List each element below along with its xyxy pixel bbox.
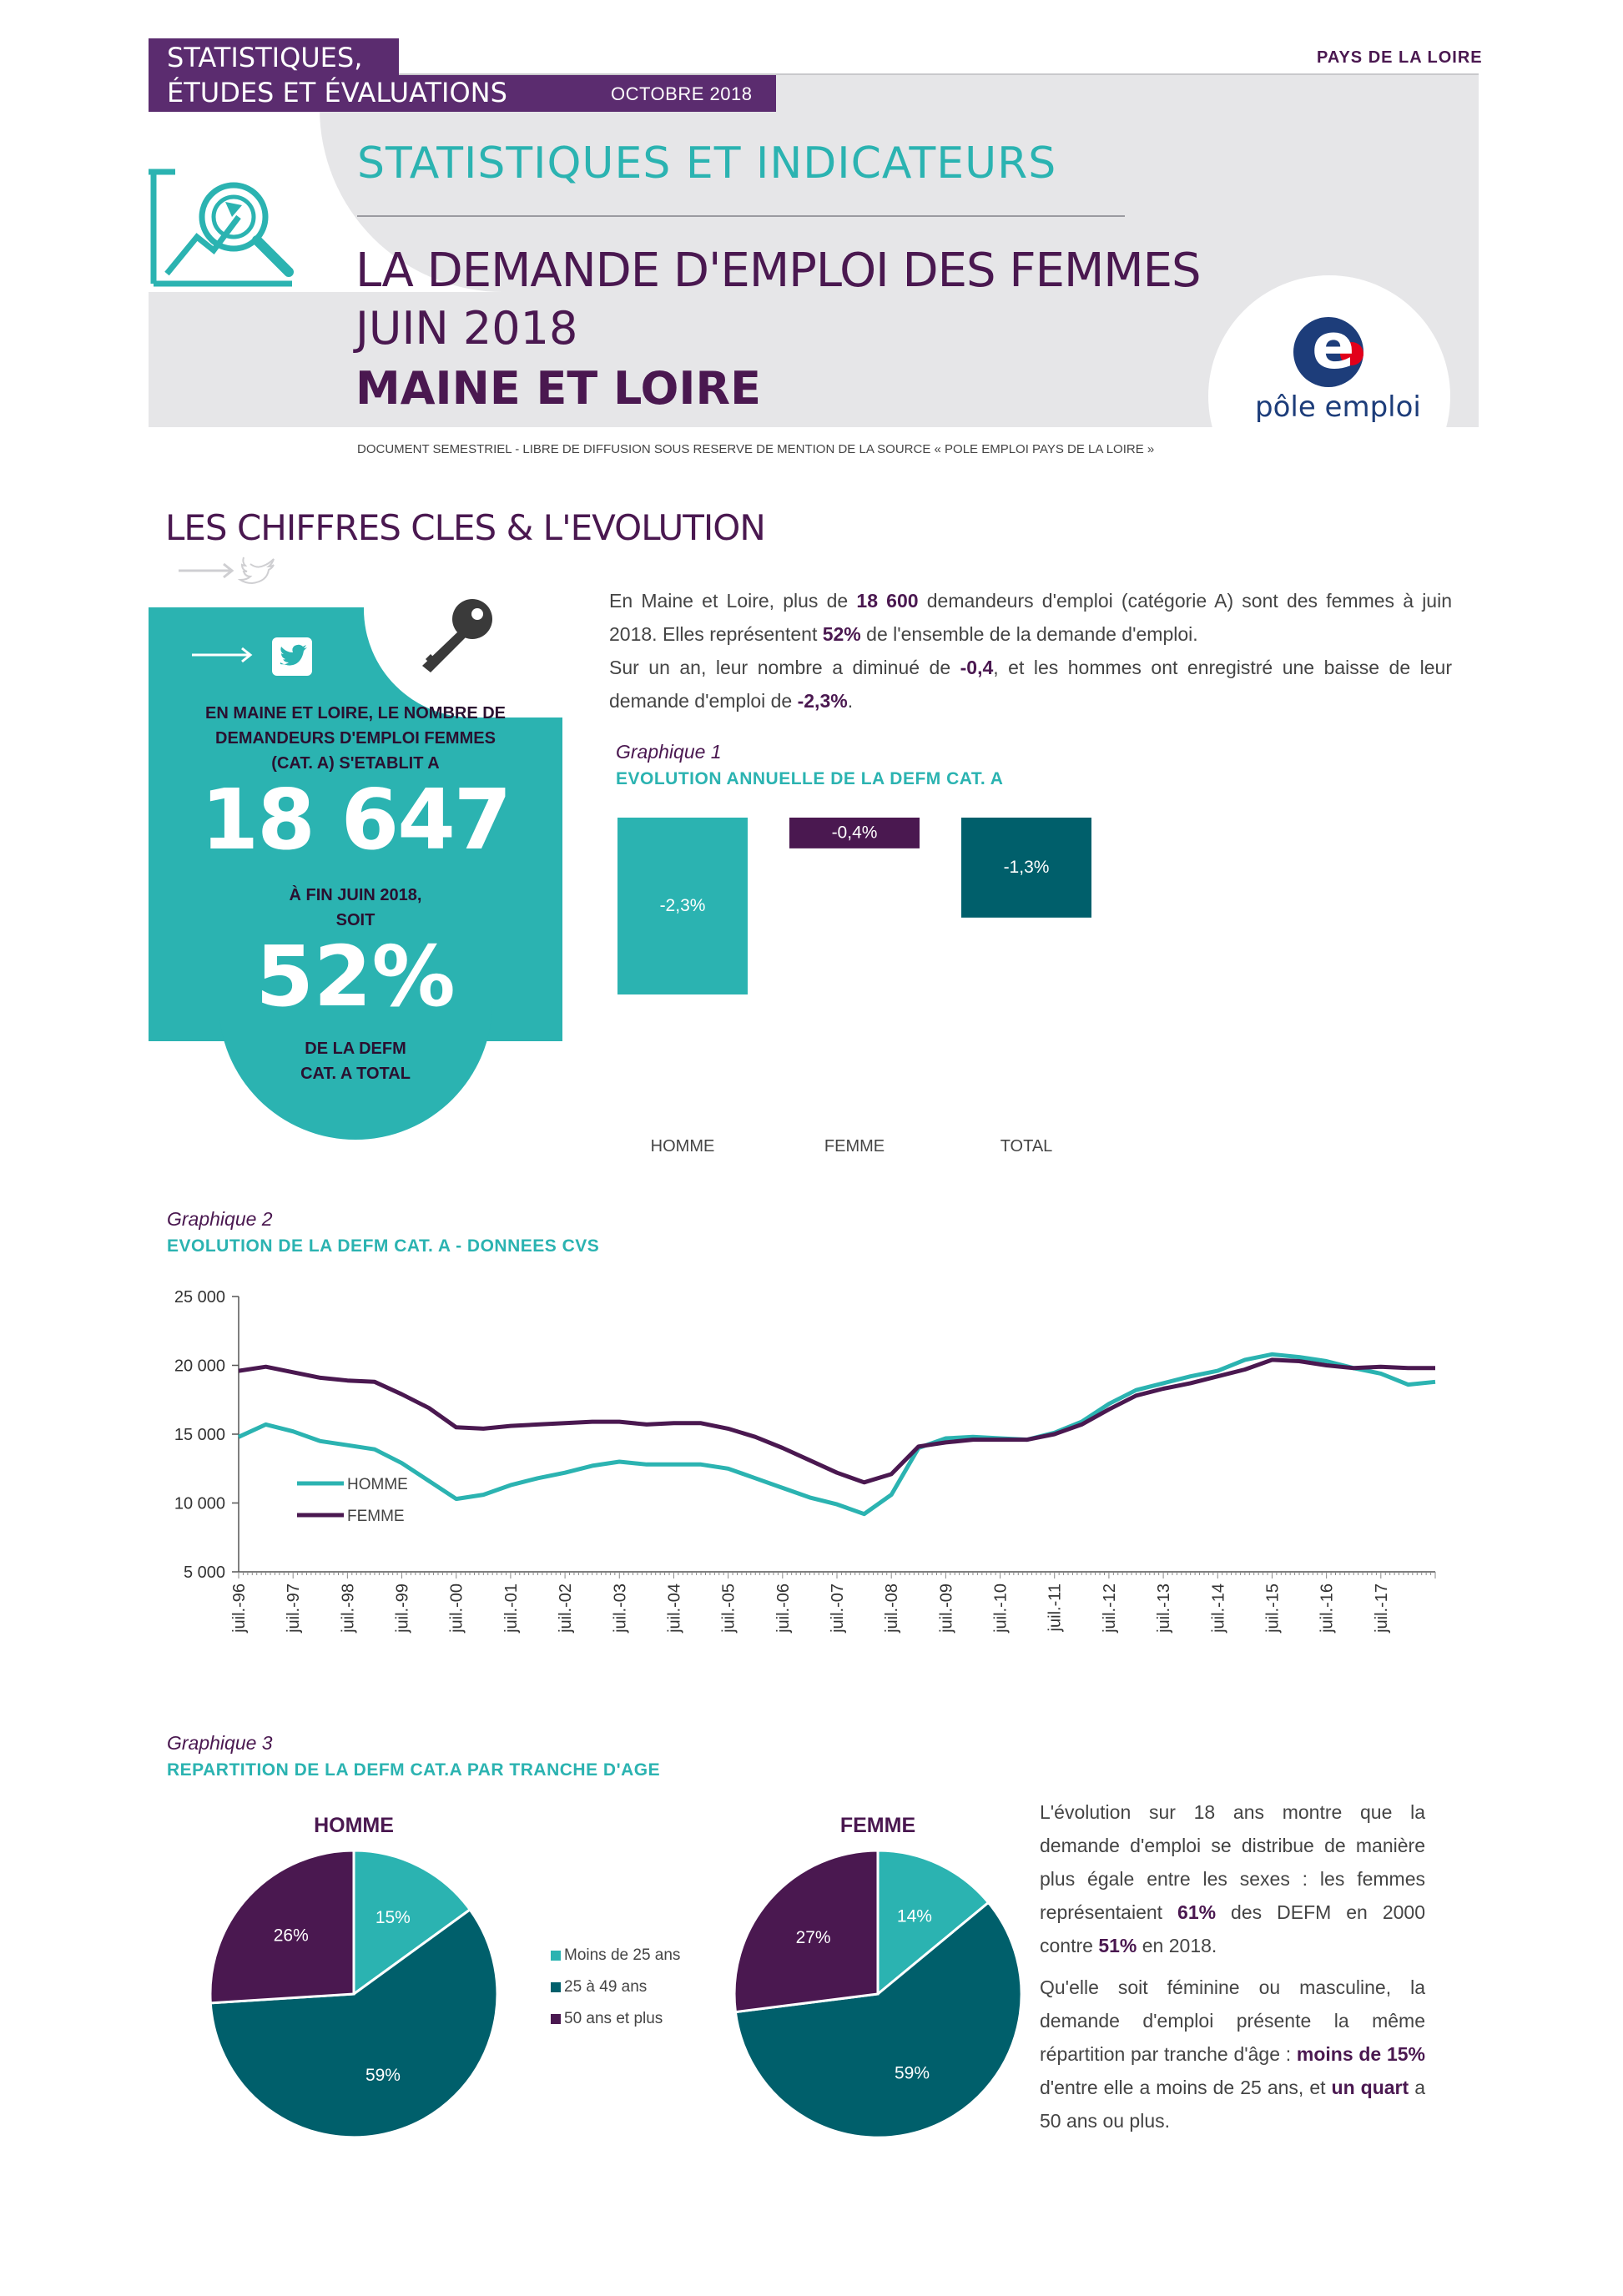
chart2-series-homme bbox=[239, 1354, 1435, 1513]
chart2-x-tick-label: juil.-00 bbox=[447, 1584, 466, 1633]
chart2-x-tick-label: juil.-12 bbox=[1100, 1584, 1119, 1633]
chart3-caption: Graphique 3 bbox=[167, 1732, 273, 1754]
chart2-x-tick-label: juil.-16 bbox=[1318, 1584, 1337, 1633]
chart1-category-label: FEMME bbox=[824, 1137, 885, 1156]
keycard-line1: EN MAINE ET LOIRE, LE NOMBRE DE bbox=[204, 704, 507, 723]
chart3-pie-charts bbox=[167, 1802, 1035, 2152]
header-top-line bbox=[399, 73, 1479, 75]
keycard-line3: (CAT. A) S'ETABLIT A bbox=[271, 754, 440, 773]
chart1-caption: Graphique 1 bbox=[616, 741, 722, 763]
header-date: OCTOBRE 2018 bbox=[611, 83, 753, 104]
chart2-x-tick-label: juil.-14 bbox=[1209, 1584, 1228, 1633]
chart2-x-tick-label: juil.-96 bbox=[230, 1584, 249, 1633]
logo-text: pôle emploi bbox=[1255, 390, 1421, 424]
keycard-line2: DEMANDEURS D'EMPLOI FEMMES bbox=[215, 729, 496, 748]
keycard-big-number: 18 647 bbox=[200, 771, 511, 869]
keycard-line6: DE LA DEFM bbox=[305, 1040, 406, 1058]
chart2-legend-label: HOMME bbox=[347, 1476, 408, 1493]
chart2-x-tick-label: juil.-04 bbox=[665, 1584, 684, 1633]
chart2-x-tick-label: juil.-17 bbox=[1372, 1584, 1391, 1633]
chart2-x-tick-label: juil.-98 bbox=[339, 1584, 358, 1633]
chart2-caption: Graphique 2 bbox=[167, 1208, 273, 1230]
page-title: LA DEMANDE D'EMPLOI DES FEMMES bbox=[355, 244, 1201, 298]
chart1-title: EVOLUTION ANNUELLE DE LA DEFM CAT. A bbox=[616, 769, 1004, 788]
chart1-category-label: HOMME bbox=[650, 1137, 715, 1156]
conclusion-p2: Qu'elle soit féminine ou masculine, la demande d'emploi présente la même répartition par tranche d'âge : moins de 15% d'entre elle a moins de 25 ans, et un quart a 50 ans ou plus. bbox=[1040, 1976, 1425, 2132]
header-tag-line2: ÉTUDES ET ÉVALUATIONS bbox=[167, 77, 507, 108]
section-arrow-icon bbox=[175, 556, 284, 586]
stats-magnifier-icon bbox=[149, 165, 299, 290]
chart2-x-tick-label: juil.-06 bbox=[774, 1584, 793, 1633]
chart3-legend-label: 50 ans et plus bbox=[564, 2010, 663, 2027]
keycard-line7: CAT. A TOTAL bbox=[300, 1065, 411, 1083]
chart1-bar-label: -2,3% bbox=[659, 896, 706, 915]
chart2-x-tick-label: juil.-11 bbox=[1046, 1584, 1065, 1632]
chart2-x-tick-label: juil.-07 bbox=[829, 1584, 847, 1633]
chart3-legend-swatch bbox=[551, 1982, 561, 1992]
chart3-title: REPARTITION DE LA DEFM CAT.A PAR TRANCHE D'AGE bbox=[167, 1760, 661, 1780]
chart2-line-chart bbox=[150, 1276, 1452, 1660]
chart2-y-tick-label: 10 000 bbox=[174, 1494, 225, 1513]
chart3-legend-swatch bbox=[551, 1951, 561, 1961]
section-title: LES CHIFFRES CLES & L'EVOLUTION bbox=[165, 507, 765, 548]
chart2-y-tick-label: 20 000 bbox=[174, 1357, 225, 1376]
page-period: JUIN 2018 bbox=[355, 302, 578, 355]
intro-paragraph: En Maine et Loire, plus de 18 600 demandeurs d'emploi (catégorie A) sont des femmes à juin 2018. Elles représentent 52% de l'ensemble de la demande d'emploi. Sur un an, leur nombre a diminué de -0,4, et les hommes ont enregistré une baisse de leur demande d'emploi de -2,3%. bbox=[609, 590, 1452, 712]
chart3-legend-label: 25 à 49 ans bbox=[564, 1978, 648, 1996]
header-right-edge bbox=[1450, 275, 1479, 427]
chart3-slice-label: 59% bbox=[894, 2063, 930, 2083]
chart2-x-tick-label: juil.-03 bbox=[611, 1584, 630, 1633]
chart1-bar-label: -0,4% bbox=[831, 823, 878, 843]
page-location: MAINE ET LOIRE bbox=[355, 362, 761, 415]
chart2-x-tick-label: juil.-10 bbox=[991, 1584, 1011, 1633]
chart2-legend-label: FEMME bbox=[347, 1508, 405, 1525]
twitter-icon[interactable] bbox=[272, 637, 312, 676]
chart2-y-tick-label: 25 000 bbox=[174, 1288, 225, 1307]
chart2-series-femme bbox=[239, 1360, 1435, 1483]
chart2-y-tick-label: 5 000 bbox=[183, 1563, 225, 1582]
header-region: PAYS DE LA LOIRE bbox=[1317, 48, 1483, 67]
chart2-x-tick-label: juil.-08 bbox=[883, 1584, 902, 1633]
chart2-x-tick-label: juil.-01 bbox=[502, 1584, 521, 1633]
header-divider bbox=[357, 215, 1125, 217]
logo-letter: e bbox=[1312, 309, 1355, 383]
chart2-y-tick-label: 15 000 bbox=[174, 1426, 225, 1444]
chart2-x-tick-label: juil.-99 bbox=[393, 1584, 412, 1633]
conclusion-p1: L'évolution sur 18 ans montre que la demande d'emploi se distribue de manière plus égale entre les sexes : les femmes représentaient 61% des DEFM en 2000 contre 51% en 2018. bbox=[1040, 1801, 1425, 1956]
keycard-arrow-icon bbox=[190, 642, 257, 667]
chart2-x-tick-label: juil.-05 bbox=[719, 1584, 738, 1633]
chart1-bar-chart bbox=[601, 809, 1118, 1160]
header-left-mask bbox=[149, 292, 320, 427]
chart2-x-tick-label: juil.-13 bbox=[1155, 1584, 1174, 1633]
disclaimer: DOCUMENT SEMESTRIEL - LIBRE DE DIFFUSION SOUS RESERVE DE MENTION DE LA SOURCE « POLE EMPLOI PAYS DE LA LOIRE » bbox=[357, 442, 1155, 456]
keycard-line4: À FIN JUIN 2018, bbox=[289, 886, 422, 904]
header-category: STATISTIQUES ET INDICATEURS bbox=[357, 138, 1057, 189]
chart3-pie-title: HOMME bbox=[314, 1814, 394, 1837]
chart3-legend-swatch bbox=[551, 2014, 561, 2024]
chart1-category-label: TOTAL bbox=[1000, 1137, 1053, 1156]
keycard-line5: SOIT bbox=[335, 911, 376, 929]
chart1-bar-label: -1,3% bbox=[1003, 857, 1050, 877]
chart2-x-tick-label: juil.-97 bbox=[285, 1584, 304, 1633]
chart3-slice-label: 26% bbox=[273, 1926, 309, 1946]
chart2-title: EVOLUTION DE LA DEFM CAT. A - DONNEES CVS bbox=[167, 1236, 600, 1256]
chart3-slice-label: 14% bbox=[896, 1906, 932, 1926]
chart3-slice-label: 27% bbox=[795, 1927, 831, 1947]
chart2-x-tick-label: juil.-15 bbox=[1263, 1584, 1283, 1633]
chart3-slice-label: 59% bbox=[365, 2066, 401, 2086]
header-tag-line1: STATISTIQUES, bbox=[167, 42, 363, 73]
keycard-big-percent: 52% bbox=[255, 928, 456, 1025]
chart3-slice-label: 15% bbox=[375, 1908, 411, 1928]
chart2-x-tick-label: juil.-09 bbox=[937, 1584, 956, 1633]
key-icon bbox=[416, 594, 499, 674]
chart3-legend-label: Moins de 25 ans bbox=[564, 1946, 681, 1964]
chart3-pie-title: FEMME bbox=[839, 1814, 916, 1837]
chart2-x-tick-label: juil.-02 bbox=[557, 1584, 576, 1633]
